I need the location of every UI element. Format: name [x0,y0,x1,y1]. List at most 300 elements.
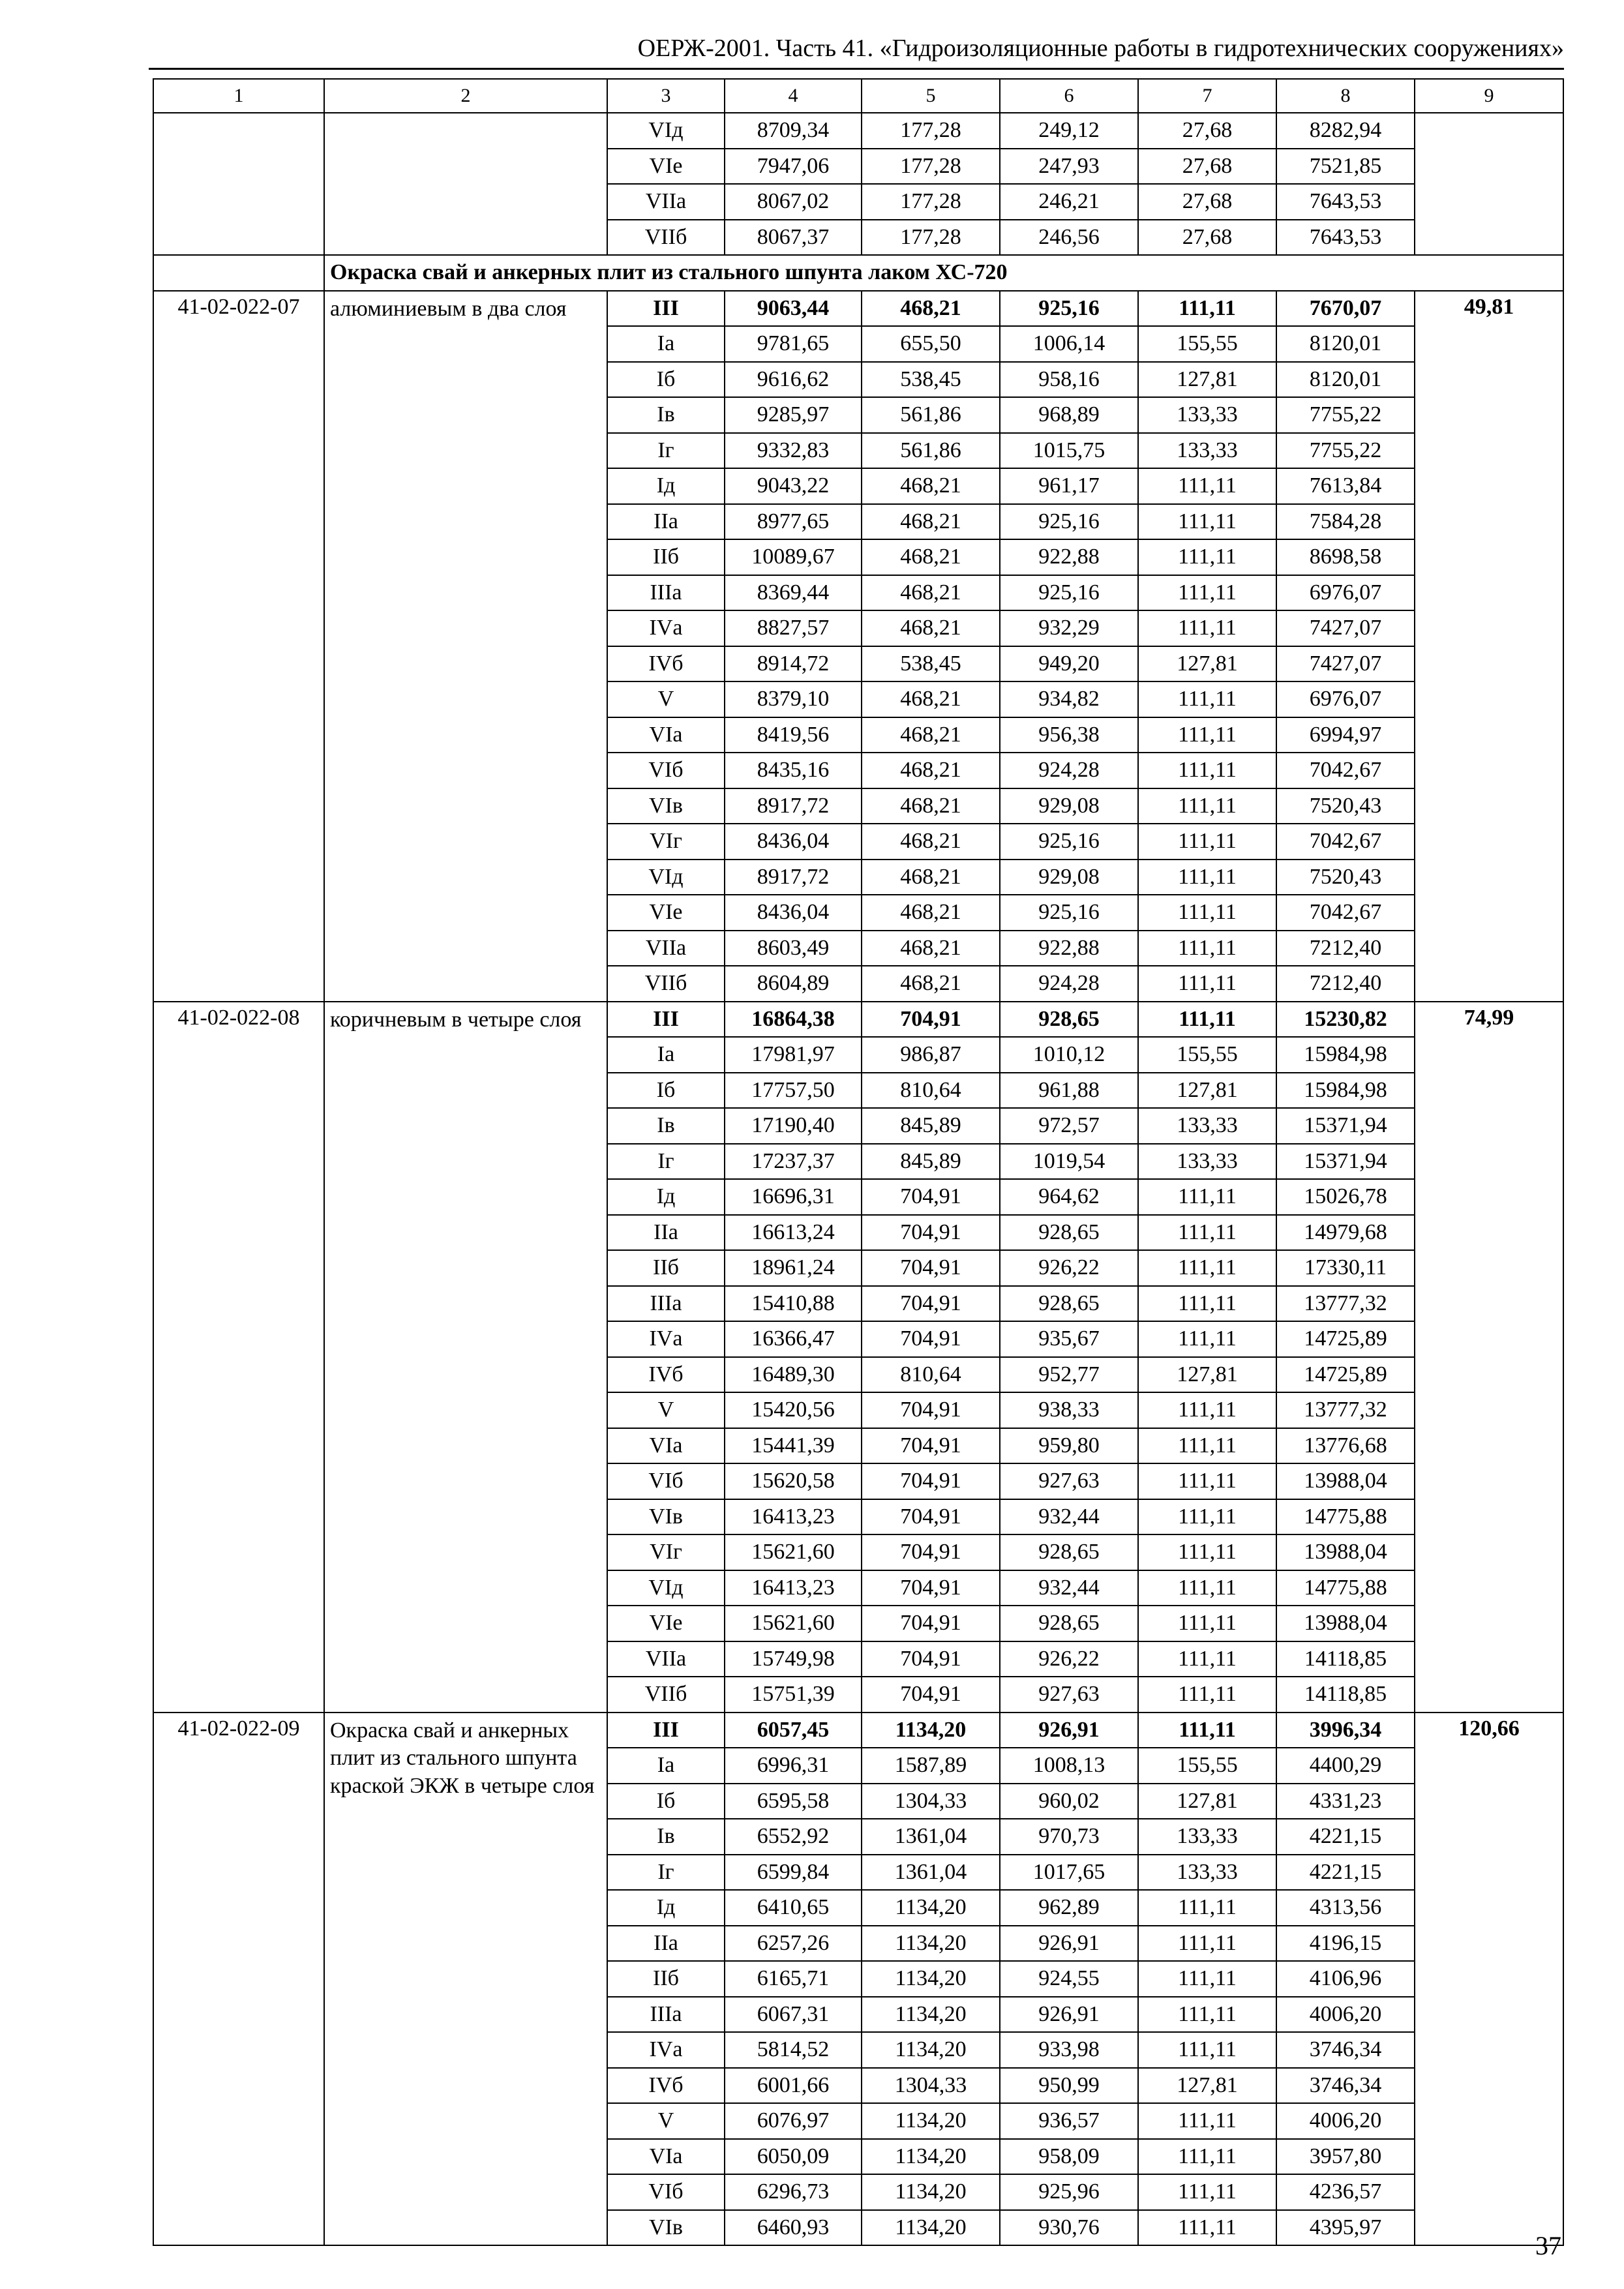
value-cell: 13777,32 [1276,1392,1415,1428]
value-cell: 111,11 [1138,1890,1276,1926]
value-cell: 7212,40 [1276,966,1415,1002]
value-cell: 468,21 [862,291,1000,327]
zone-cell: VIа [607,2139,725,2175]
value-cell: 7670,07 [1276,291,1415,327]
value-cell: 1134,20 [862,1997,1000,2033]
value-cell: 928,65 [1000,1606,1138,1641]
value-cell: 111,11 [1138,1606,1276,1641]
zone-cell: VIа [607,1428,725,1464]
value-cell: 6296,73 [725,2174,862,2210]
value-cell: 155,55 [1138,1037,1276,1073]
value-cell: 956,38 [1000,717,1138,753]
value-cell: 15984,98 [1276,1037,1415,1073]
value-cell: 929,08 [1000,860,1138,895]
column-number: 9 [1415,79,1563,113]
value-cell: 926,22 [1000,1641,1138,1677]
column-number-row [153,79,1563,113]
value-cell: 933,98 [1000,2032,1138,2068]
value-cell: 1019,54 [1000,1144,1138,1180]
value-cell: 16864,38 [725,1002,862,1038]
value-cell: 950,99 [1000,2068,1138,2104]
value-cell: 15621,60 [725,1606,862,1641]
value-cell: 8917,72 [725,860,862,895]
page-number: 37 [1535,2231,1561,2260]
value-cell: 1134,20 [862,1713,1000,1748]
value-cell: 6076,97 [725,2103,862,2139]
zone-cell: IIа [607,504,725,540]
value-cell: 7584,28 [1276,504,1415,540]
zone-cell: IIб [607,1250,725,1286]
value-cell: 249,12 [1000,113,1138,149]
value-cell: 468,21 [862,931,1000,966]
value-cell: 8435,16 [725,753,862,788]
zone-cell: Iг [607,1144,725,1180]
zone-cell: VIв [607,1499,725,1535]
value-cell: 5814,52 [725,2032,862,2068]
value-cell: 4221,15 [1276,1819,1415,1855]
value-cell: 1361,04 [862,1819,1000,1855]
value-cell: 959,80 [1000,1428,1138,1464]
value-cell: 932,44 [1000,1570,1138,1606]
zone-cell: III [607,1002,725,1038]
value-cell: 8709,34 [725,113,862,149]
value-cell: 13988,04 [1276,1534,1415,1570]
value-cell: 111,11 [1138,610,1276,646]
value-cell: 18961,24 [725,1250,862,1286]
value-cell: 932,29 [1000,610,1138,646]
value-cell: 968,89 [1000,397,1138,433]
zone-cell: III [607,291,725,327]
value-cell: 127,81 [1138,1073,1276,1109]
zone-cell: Iд [607,1890,725,1926]
value-cell: 926,91 [1000,1997,1138,2033]
section-spacer [153,255,324,291]
value-cell: 935,67 [1000,1321,1138,1357]
value-cell: 8436,04 [725,824,862,860]
value-cell: 127,81 [1138,1357,1276,1393]
value-cell: 15371,94 [1276,1108,1415,1144]
value-cell: 4106,96 [1276,1961,1415,1997]
column-number: 1 [153,79,324,113]
value-cell: 7643,53 [1276,220,1415,256]
zone-cell: Iа [607,326,725,362]
value-cell: 468,21 [862,824,1000,860]
value-cell: 111,11 [1138,2139,1276,2175]
value-cell: 7947,06 [725,149,862,185]
value-cell: 925,16 [1000,824,1138,860]
value-cell: 928,65 [1000,1215,1138,1251]
value-cell: 16489,30 [725,1357,862,1393]
zone-cell: VIа [607,717,725,753]
zone-cell: Iд [607,468,725,504]
value-cell: 6257,26 [725,1926,862,1962]
value-cell: 972,57 [1000,1108,1138,1144]
value-cell: 111,11 [1138,753,1276,788]
value-cell: 7520,43 [1276,860,1415,895]
value-cell: 468,21 [862,504,1000,540]
value-cell: 8698,58 [1276,539,1415,575]
zone-cell: Iб [607,362,725,398]
value-cell: 1134,20 [862,1890,1000,1926]
value-cell: 17330,11 [1276,1250,1415,1286]
value-cell: 247,93 [1000,149,1138,185]
zone-cell: Iг [607,433,725,469]
value-cell: 133,33 [1138,1855,1276,1891]
value-cell: 962,89 [1000,1890,1138,1926]
value-cell: 7755,22 [1276,433,1415,469]
value-cell: 1134,20 [862,1926,1000,1962]
value-cell: 468,21 [862,788,1000,824]
value-cell: 4006,20 [1276,1997,1415,2033]
zone-cell: VIе [607,895,725,931]
value-cell: 970,73 [1000,1819,1138,1855]
extra-cell-empty [1415,113,1563,255]
value-cell: 1134,20 [862,2210,1000,2246]
value-cell: 9332,83 [725,433,862,469]
value-cell: 1134,20 [862,2032,1000,2068]
value-cell: 1587,89 [862,1748,1000,1784]
value-cell: 111,11 [1138,1286,1276,1322]
column-number: 4 [725,79,862,113]
value-cell: 6552,92 [725,1819,862,1855]
value-cell: 1010,12 [1000,1037,1138,1073]
value-cell: 929,08 [1000,788,1138,824]
value-cell: 133,33 [1138,397,1276,433]
value-cell: 111,11 [1138,966,1276,1002]
zone-cell: VIIб [607,1677,725,1713]
value-cell: 14775,88 [1276,1499,1415,1535]
value-cell: 15230,82 [1276,1002,1415,1038]
value-cell: 8917,72 [725,788,862,824]
value-cell: 15621,60 [725,1534,862,1570]
value-cell: 6050,09 [725,2139,862,2175]
value-cell: 111,11 [1138,1926,1276,1962]
code-cell-empty [153,113,324,255]
value-cell: 16613,24 [725,1215,862,1251]
value-cell: 111,11 [1138,1321,1276,1357]
value-cell: 6067,31 [725,1997,862,2033]
value-cell: 111,11 [1138,291,1276,327]
zone-cell: IIIа [607,575,725,611]
value-cell: 704,91 [862,1641,1000,1677]
zone-cell: IIIа [607,1286,725,1322]
zone-cell: VIIа [607,184,725,220]
value-cell: 704,91 [862,1002,1000,1038]
value-cell: 8436,04 [725,895,862,931]
value-cell: 1134,20 [862,2174,1000,2210]
rate-extra-value: 120,66 [1415,1713,1563,2246]
value-cell: 15749,98 [725,1641,862,1677]
table-row [153,113,1563,149]
rate-extra-value: 49,81 [1415,291,1563,1002]
value-cell: 538,45 [862,362,1000,398]
value-cell: 925,16 [1000,575,1138,611]
value-cell: 1361,04 [862,1855,1000,1891]
value-cell: 7643,53 [1276,184,1415,220]
value-cell: 952,77 [1000,1357,1138,1393]
zone-cell: V [607,681,725,717]
value-cell: 6976,07 [1276,575,1415,611]
value-cell: 7520,43 [1276,788,1415,824]
zone-cell: IIа [607,1215,725,1251]
value-cell: 15026,78 [1276,1179,1415,1215]
rate-code: 41-02-022-08 [153,1002,324,1713]
value-cell: 6410,65 [725,1890,862,1926]
value-cell: 561,86 [862,433,1000,469]
zone-cell: Iг [607,1855,725,1891]
value-cell: 468,21 [862,717,1000,753]
table-body [153,79,1563,2245]
value-cell: 14979,68 [1276,1215,1415,1251]
value-cell: 8604,89 [725,966,862,1002]
value-cell: 1134,20 [862,1961,1000,1997]
value-cell: 1017,65 [1000,1855,1138,1891]
value-cell: 111,11 [1138,539,1276,575]
section-title-row [153,255,1563,291]
value-cell: 111,11 [1138,575,1276,611]
value-cell: 14725,89 [1276,1321,1415,1357]
value-cell: 111,11 [1138,2210,1276,2246]
value-cell: 3996,34 [1276,1713,1415,1748]
value-cell: 468,21 [862,610,1000,646]
value-cell: 1015,75 [1000,433,1138,469]
zone-cell: IVб [607,2068,725,2104]
value-cell: 928,65 [1000,1286,1138,1322]
rate-code: 41-02-022-07 [153,291,324,1002]
table-row [153,291,1563,327]
value-cell: 1304,33 [862,2068,1000,2104]
value-cell: 15441,39 [725,1428,862,1464]
value-cell: 468,21 [862,468,1000,504]
value-cell: 468,21 [862,681,1000,717]
value-cell: 127,81 [1138,646,1276,682]
value-cell: 1006,14 [1000,326,1138,362]
value-cell: 27,68 [1138,184,1276,220]
value-cell: 111,11 [1138,1463,1276,1499]
value-cell: 14118,85 [1276,1677,1415,1713]
zone-cell: IVа [607,1321,725,1357]
value-cell: 177,28 [862,113,1000,149]
value-cell: 925,16 [1000,504,1138,540]
value-cell: 177,28 [862,220,1000,256]
value-cell: 1134,20 [862,2139,1000,2175]
value-cell: 7427,07 [1276,610,1415,646]
zone-cell: VIб [607,2174,725,2210]
value-cell: 922,88 [1000,539,1138,575]
zone-cell: V [607,1392,725,1428]
value-cell: 8603,49 [725,931,862,966]
value-cell: 10089,67 [725,539,862,575]
value-cell: 949,20 [1000,646,1138,682]
value-cell: 14725,89 [1276,1357,1415,1393]
value-cell: 111,11 [1138,1179,1276,1215]
value-cell: 961,17 [1000,468,1138,504]
value-cell: 15751,39 [725,1677,862,1713]
value-cell: 958,16 [1000,362,1138,398]
value-cell: 655,50 [862,326,1000,362]
value-cell: 704,91 [862,1215,1000,1251]
value-cell: 1304,33 [862,1784,1000,1819]
value-cell: 15620,58 [725,1463,862,1499]
value-cell: 111,11 [1138,1250,1276,1286]
value-cell: 13988,04 [1276,1463,1415,1499]
value-cell: 468,21 [862,966,1000,1002]
value-cell: 704,91 [862,1321,1000,1357]
zone-cell: VIб [607,753,725,788]
zone-cell: VIIб [607,966,725,1002]
value-cell: 810,64 [862,1073,1000,1109]
value-cell: 111,11 [1138,681,1276,717]
zone-cell: IIб [607,539,725,575]
value-cell: 924,55 [1000,1961,1138,1997]
value-cell: 27,68 [1138,113,1276,149]
value-cell: 127,81 [1138,1784,1276,1819]
value-cell: 704,91 [862,1392,1000,1428]
value-cell: 6057,45 [725,1713,862,1748]
zone-cell: VIIб [607,220,725,256]
value-cell: 9043,22 [725,468,862,504]
value-cell: 7427,07 [1276,646,1415,682]
value-cell: 111,11 [1138,468,1276,504]
value-cell: 4236,57 [1276,2174,1415,2210]
value-cell: 14775,88 [1276,1570,1415,1606]
zone-cell: VIе [607,149,725,185]
value-cell: 15420,56 [725,1392,862,1428]
value-cell: 8120,01 [1276,326,1415,362]
value-cell: 964,62 [1000,1179,1138,1215]
value-cell: 15371,94 [1276,1144,1415,1180]
value-cell: 704,91 [862,1179,1000,1215]
description-cell-empty [324,113,607,255]
zone-cell: Iа [607,1748,725,1784]
value-cell: 704,91 [862,1570,1000,1606]
zone-cell: Iб [607,1073,725,1109]
value-cell: 8120,01 [1276,362,1415,398]
value-cell: 8419,56 [725,717,862,753]
value-cell: 704,91 [862,1428,1000,1464]
zone-cell: IIа [607,1926,725,1962]
value-cell: 111,11 [1138,1713,1276,1748]
value-cell: 133,33 [1138,1144,1276,1180]
value-cell: 1134,20 [862,2103,1000,2139]
value-cell: 925,16 [1000,895,1138,931]
value-cell: 17237,37 [725,1144,862,1180]
value-cell: 7042,67 [1276,753,1415,788]
value-cell: 938,33 [1000,1392,1138,1428]
value-cell: 3746,34 [1276,2032,1415,2068]
value-cell: 9063,44 [725,291,862,327]
value-cell: 926,91 [1000,1713,1138,1748]
zone-cell: III [607,1713,725,1748]
value-cell: 922,88 [1000,931,1138,966]
zone-cell: VIб [607,1463,725,1499]
value-cell: 9616,62 [725,362,862,398]
zone-cell: Iд [607,1179,725,1215]
value-cell: 27,68 [1138,220,1276,256]
value-cell: 155,55 [1138,326,1276,362]
value-cell: 4221,15 [1276,1855,1415,1891]
value-cell: 17981,97 [725,1037,862,1073]
value-cell: 133,33 [1138,1819,1276,1855]
column-number: 7 [1138,79,1276,113]
value-cell: 6595,58 [725,1784,862,1819]
value-cell: 111,11 [1138,1215,1276,1251]
value-cell: 926,22 [1000,1250,1138,1286]
value-cell: 111,11 [1138,788,1276,824]
value-cell: 704,91 [862,1463,1000,1499]
value-cell: 932,44 [1000,1499,1138,1535]
value-cell: 8282,94 [1276,113,1415,149]
value-cell: 4400,29 [1276,1748,1415,1784]
header-rule [149,68,1564,70]
value-cell: 111,11 [1138,931,1276,966]
zone-cell: IVа [607,610,725,646]
column-number: 5 [862,79,1000,113]
value-cell: 246,56 [1000,220,1138,256]
value-cell: 926,91 [1000,1926,1138,1962]
rate-description: Окраска свай и анкерных плит из стального шпунта краской ЭКЖ в четыре слоя [324,1713,607,2246]
rate-code: 41-02-022-09 [153,1713,324,2246]
value-cell: 8977,65 [725,504,862,540]
value-cell: 16696,31 [725,1179,862,1215]
value-cell: 986,87 [862,1037,1000,1073]
value-cell: 930,76 [1000,2210,1138,2246]
zone-cell: IVа [607,2032,725,2068]
value-cell: 704,91 [862,1250,1000,1286]
table-row [153,1713,1563,1748]
rate-extra-value: 74,99 [1415,1002,1563,1713]
value-cell: 538,45 [862,646,1000,682]
value-cell: 704,91 [862,1606,1000,1641]
rates-table [153,78,1564,2246]
zone-cell: IVб [607,646,725,682]
value-cell: 8369,44 [725,575,862,611]
value-cell: 7212,40 [1276,931,1415,966]
value-cell: 14118,85 [1276,1641,1415,1677]
value-cell: 155,55 [1138,1748,1276,1784]
zone-cell: IVб [607,1357,725,1393]
rate-description: коричневым в четыре слоя [324,1002,607,1713]
value-cell: 934,82 [1000,681,1138,717]
value-cell: 704,91 [862,1286,1000,1322]
value-cell: 111,11 [1138,1428,1276,1464]
zone-cell: Iб [607,1784,725,1819]
value-cell: 111,11 [1138,504,1276,540]
value-cell: 928,65 [1000,1002,1138,1038]
value-cell: 8067,37 [725,220,862,256]
value-cell: 7042,67 [1276,895,1415,931]
column-number: 3 [607,79,725,113]
value-cell: 845,89 [862,1144,1000,1180]
value-cell: 958,09 [1000,2139,1138,2175]
value-cell: 8827,57 [725,610,862,646]
value-cell: 111,11 [1138,1534,1276,1570]
value-cell: 4196,15 [1276,1926,1415,1962]
zone-cell: VIв [607,788,725,824]
value-cell: 15984,98 [1276,1073,1415,1109]
column-number: 8 [1276,79,1415,113]
value-cell: 111,11 [1138,1677,1276,1713]
zone-cell: IIIа [607,1997,725,2033]
value-cell: 111,11 [1138,1641,1276,1677]
value-cell: 17757,50 [725,1073,862,1109]
zone-cell: Iв [607,397,725,433]
value-cell: 810,64 [862,1357,1000,1393]
value-cell: 17190,40 [725,1108,862,1144]
value-cell: 924,28 [1000,753,1138,788]
value-cell: 177,28 [862,184,1000,220]
zone-cell: VIд [607,113,725,149]
